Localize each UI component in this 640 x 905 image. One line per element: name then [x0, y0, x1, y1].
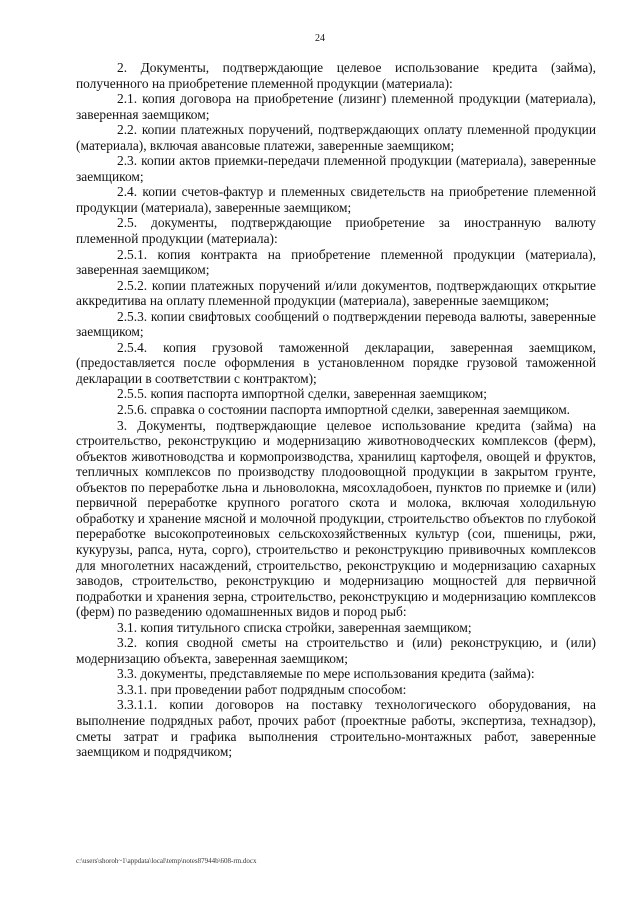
paragraph: 3.3. документы, представляемые по мере использования кредита (займа):: [117, 666, 535, 682]
paragraph: 2.4. копии счетов-фактур и племенных свидетельств на приобретение племенной продукции (материала), заверенные заемщиком;: [76, 184, 596, 215]
paragraph: 2.5.1. копия контракта на приобретение племенной продукции (материала), заверенная заемщиком;: [76, 246, 596, 278]
paragraph: 2.5.3. копии свифтовых сообщений о подтверждении перевода валюты, заверенные заемщиком;: [76, 308, 596, 340]
paragraph: 2.5.5. копия паспорта импортной сделки, заверенная заемщиком;: [117, 386, 487, 402]
paragraph: 3.1. копия титульного списка стройки, заверенная заемщиком;: [117, 619, 472, 635]
paragraph: 3.2. копия сводной сметы на строительство и (или) реконструкцию, и (или) модернизацию объекта, заверенная заемщиком;: [76, 635, 596, 666]
paragraph: 2. Документы, подтверждающие целевое использование кредита (займа), полученного на приобретение племенной продукции (материала):: [76, 60, 596, 91]
page-number: 24: [315, 33, 325, 44]
paragraph: 2.3. копии актов приемки-передачи племенной продукции (материала), заверенные заемщиком;: [76, 153, 596, 184]
paragraph: 2.5.2. копии платежных поручений и/или документов, подтверждающих открытие аккредитива на оплату племенной продукции (материала), заверенные заемщиком;: [76, 277, 596, 309]
document-body: [76, 60, 596, 760]
paragraph: 3.3.1.1. копии договоров на поставку технологического оборудования, на выполнение подрядных работ, прочих работ (проектные работы, экспертиза, технадзор), сметы затрат и графика выполнения строительно-монтажных работ, заверенные заемщиком и подрядчиком;: [76, 697, 596, 760]
paragraph: 2.5. документы, подтверждающие приобретение за иностранную валюту племенной продукции (материала):: [76, 215, 596, 247]
paragraph: 2.5.6. справка о состоянии паспорта импортной сделки, заверенная заемщиком.: [117, 402, 571, 418]
paragraph: 2.2. копии платежных поручений, подтверждающих оплату племенной продукции (материала), включая авансовые платежи, заверенные заемщиком;: [76, 122, 596, 153]
footer-file-path: c:\users\shoroh~1\appdata\local\temp\notes87944b\608-rm.docx: [76, 857, 257, 865]
paragraph: 2.1. копия договора на приобретение (лизинг) племенной продукции (материала), заверенная заемщиком;: [76, 91, 596, 122]
paragraph: 3.3.1. при проведении работ подрядным способом:: [117, 681, 407, 697]
paragraph: 3. Документы, подтверждающие целевое использование кредита (займа) на строительство, реконструкцию и модернизацию животноводческих комплексов (ферм), объектов животноводства и кормопроизводства, хранилищ картофеля, овощей и фруктов, тепличных комплексов по производству плодоовощной продукции в закрытом грунте, объектов по переработке льна и льноволокна, мясохладобоен, пунктов по приемке и (или) первичной переработке крупного рогатого скота и молока, включая холодильную обработку и хранение мясной и молочной продукции, строительство объектов по глубокой переработке высокопротеиновых сельскохозяйственных культур (сои, пшеницы, ржи, кукурузы, рапса, нута, сорго), строительство и реконструкцию прививочных комплексов для многолетних насаждений, строительство, реконструкцию и модернизацию сахарных заводов, строительство, реконструкцию и модернизацию мощностей для первичной подработки и хранения зерна, строительство, реконструкцию и модернизацию комплексов (ферм) по разведению одомашненных видов и пород рыб:: [76, 417, 596, 620]
paragraph: 2.5.4. копия грузовой таможенной декларации, заверенная заемщиком, (предоставляется после оформления в установленном порядке грузовой таможенной декларации в соответствии с контрактом);: [76, 339, 596, 386]
